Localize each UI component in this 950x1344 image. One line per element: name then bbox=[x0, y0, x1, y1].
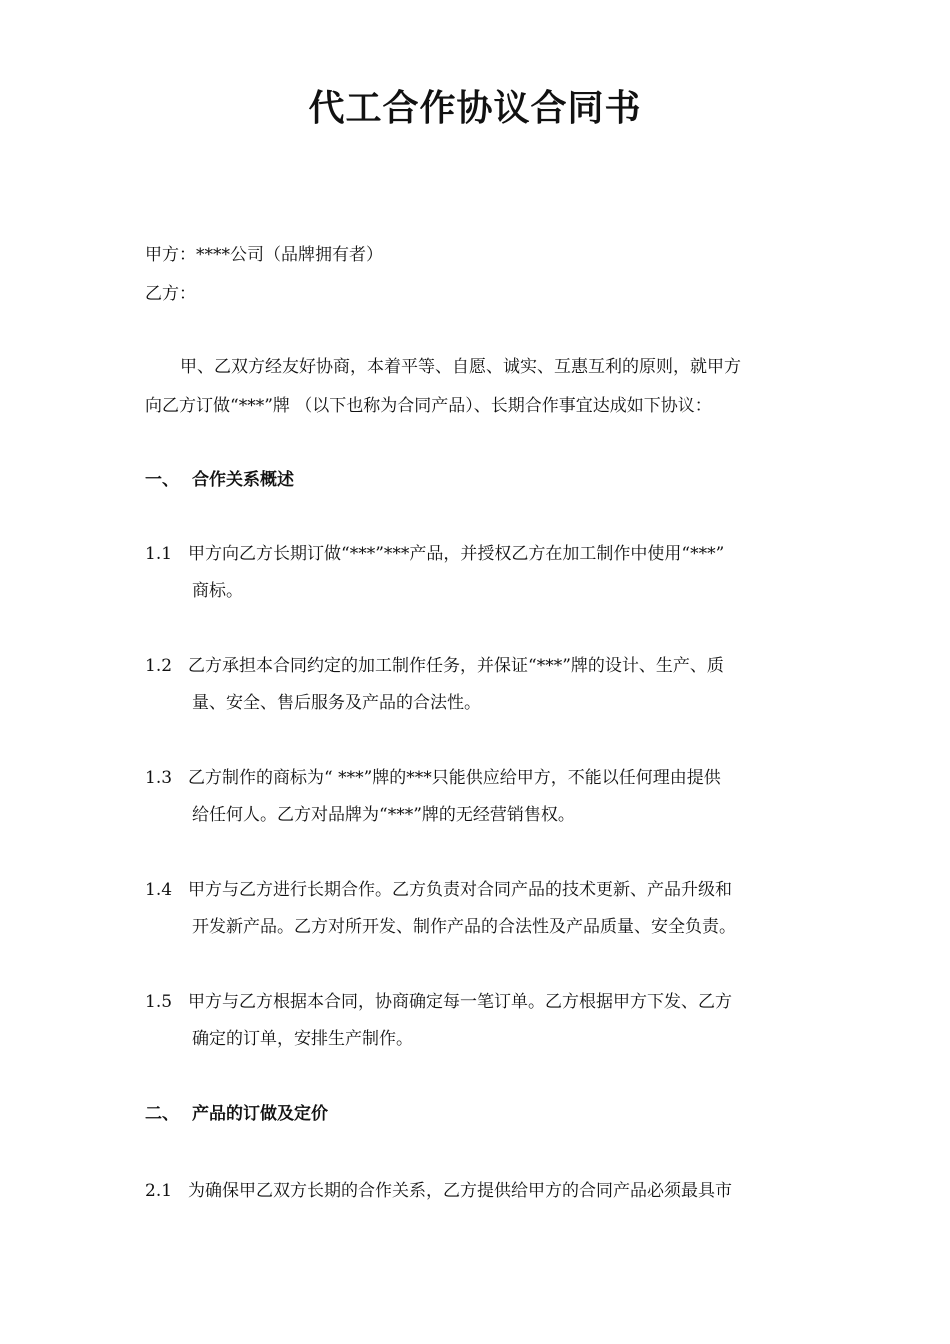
intro-line-2: 向乙方订做“***”牌 （以下也称为合同产品）、长期合作事宜达成如下协议： bbox=[145, 396, 712, 416]
clause-1-2-line-1: 乙方承担本合同约定的加工制作任务，并保证“***”牌的设计、生产、质 bbox=[188, 656, 724, 676]
clause-1-1-line-2: 商标。 bbox=[192, 581, 243, 601]
party-a: 甲方：****公司（品牌拥有者） bbox=[145, 245, 383, 265]
section-title: 合作关系概述 bbox=[192, 470, 294, 490]
section-title: 产品的订做及定价 bbox=[192, 1104, 328, 1124]
section-heading-1 bbox=[145, 469, 294, 491]
clause-number-1-2: 1.2 bbox=[145, 656, 173, 676]
section-heading-2 bbox=[145, 1103, 328, 1125]
clause-number-2-1: 2.1 bbox=[145, 1181, 173, 1201]
clause-number-1-5: 1.5 bbox=[145, 992, 173, 1012]
intro-line-1: 甲、乙双方经友好协商，本着平等、自愿、诚实、互惠互利的原则，就甲方 bbox=[180, 357, 741, 377]
section-number: 二、 bbox=[145, 1104, 179, 1124]
clause-1-5-line-1: 甲方与乙方根据本合同，协商确定每一笔订单。乙方根据甲方下发、乙方 bbox=[188, 992, 732, 1012]
clause-2-1-line-1: 为确保甲乙双方长期的合作关系，乙方提供给甲方的合同产品必须最具市 bbox=[188, 1181, 732, 1201]
clause-1-4-line-2: 开发新产品。乙方对所开发、制作产品的合法性及产品质量、安全负责。 bbox=[192, 917, 736, 937]
clause-number-1-4: 1.4 bbox=[145, 880, 173, 900]
party-b: 乙方： bbox=[145, 284, 196, 304]
clause-1-2-line-2: 量、安全、售后服务及产品的合法性。 bbox=[192, 693, 481, 713]
clause-1-5-line-2: 确定的订单，安排生产制作。 bbox=[192, 1029, 413, 1049]
clause-1-1-line-1: 甲方向乙方长期订做“***”***产品，并授权乙方在加工制作中使用“***” bbox=[188, 544, 725, 564]
clause-1-4-line-1: 甲方与乙方进行长期合作。乙方负责对合同产品的技术更新、产品升级和 bbox=[188, 880, 732, 900]
document-title: 代工合作协议合同书 bbox=[308, 88, 642, 129]
clause-1-3-line-2: 给任何人。乙方对品牌为“***”牌的无经营销售权。 bbox=[192, 805, 575, 825]
clause-1-3-line-1: 乙方制作的商标为“ ***”牌的***只能供应给甲方，不能以任何理由提供 bbox=[188, 768, 721, 788]
clause-number-1-1: 1.1 bbox=[145, 544, 173, 564]
clause-number-1-3: 1.3 bbox=[145, 768, 173, 788]
section-number: 一、 bbox=[145, 470, 179, 490]
